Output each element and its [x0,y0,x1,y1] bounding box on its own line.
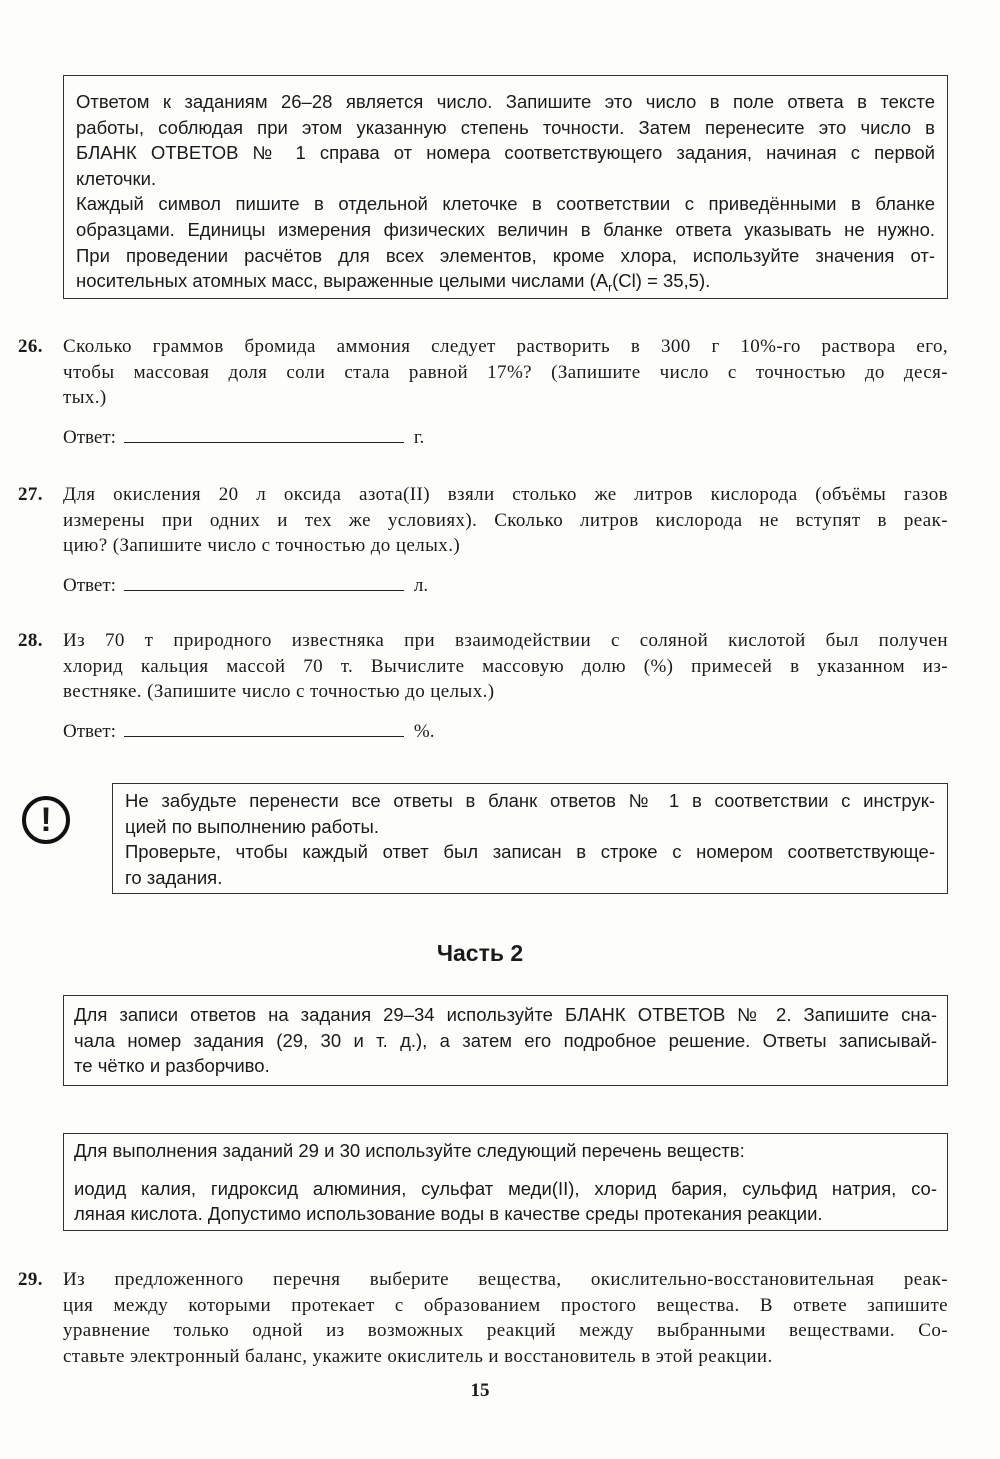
answer-row [63,718,434,743]
text-line: Из 70 т природного известняка при взаимодействии с соляной кислотой был получен [63,630,948,651]
substances-title: Для выполнения заданий 29 и 30 используйте следующий перечень веществ: [74,1140,745,1161]
text-line: БЛАНК ОТВЕТОВ № 1 справа от номера соответствующего задания, начиная с первой [76,142,935,164]
text-line: иодид калия, гидроксид алюминия, сульфат меди(II), хлорид бария, сульфид натрия, со- [74,1177,937,1199]
part2-instructions-box [63,995,948,1086]
answer-unit: %. [413,721,435,742]
answer-row [63,424,424,449]
text-line: Не забудьте перенести все ответы в бланк ответов № 1 в соответствии с инструк- [125,790,935,811]
part-2-heading: Часть 2 [436,940,524,966]
question-28 [18,628,948,705]
text-line: го задания. [125,866,223,888]
answer-row [63,572,428,597]
exclamation-circle-icon: ! [22,796,70,844]
text-line: клеточки. [76,167,157,189]
answer-field[interactable] [124,424,404,443]
answer-field[interactable] [124,718,404,737]
question-number: 26. [18,336,43,357]
substances-box [63,1133,948,1231]
question-26 [18,334,948,411]
text-line: Для окисления 20 л оксида азота(II) взяли столько же литров кислорода (объёмы газов [63,484,948,505]
text-line: Для записи ответов на задания 29–34 используйте БЛАНК ОТВЕТОВ № 2. Запишите сна- [74,1004,937,1025]
answer-field[interactable] [124,572,404,591]
question-number: 27. [18,484,43,505]
text-line: работы, соблюдая при этом указанную степень точности. Затем перенесите это число в [76,116,935,138]
text-line: тых.) [63,387,107,409]
instructions-box [63,75,948,299]
text-line: вестняке. (Запишите число с точностью до целых.) [63,681,495,703]
text-line: ция между которыми протекает с образованием простого вещества. В ответе запишите [63,1294,948,1316]
text-line: ставьте электронный баланс, укажите окислитель и восстановитель в этой реакции. [63,1345,773,1367]
text-line: образцами. Единицы измерения физических величин в бланке ответа указывать не нужно. [76,218,935,240]
text-line: хлорид кальция массой 70 т. Вычислите массовую долю (%) примесей в указанном из- [63,655,948,677]
text-line: Каждый символ пишите в отдельной клеточке в соответствии с приведёнными в бланке [76,193,935,215]
text-line: чала номер задания (29, 30 и т. д.), а затем его подробное решение. Ответы записывай- [74,1029,937,1051]
text-line: цию? (Запишите число с точностью до целых.) [63,535,461,557]
reminder-box [112,783,948,894]
text-line: Ответом к заданиям 26–28 является число. Запишите это число в поле ответа в тексте [76,91,935,112]
text-line: Сколько граммов бромида аммония следует растворить в 300 г 10%-го раствора его, [63,336,948,357]
answer-unit: л. [413,575,429,596]
page-number: 15 [470,1380,490,1401]
question-29 [18,1267,948,1369]
text-line: носительных атомных масс, выраженные целыми числами $(A_r(Cl) = 35,5)$. [76,270,711,295]
answer-label: Ответ: [63,427,116,448]
text-line: уравнение только одной из возможных реакций между выбранными веществами. Со- [63,1320,948,1342]
question-27 [18,482,948,559]
text-line: Из предложенного перечня выберите вещества, окислительно-восстановительная реак- [63,1269,948,1290]
question-number: 29. [18,1269,43,1290]
text-line: измерены при одних и тех же условиях). Сколько литров кислорода не вступят в реак- [63,509,948,531]
answer-label: Ответ: [63,721,116,742]
text-line: ляная кислота. Допустимо использование воды в качестве среды протекания реакции. [74,1203,823,1225]
text-line: Проверьте, чтобы каждый ответ был записан в строке с номером соответствующе- [125,841,935,863]
text-line: цией по выполнению работы. [125,815,379,837]
text-line: чтобы массовая доля соли стала равной 17%? (Запишите число с точностью до деся- [63,361,948,383]
text-line: При проведении расчётов для всех элементов, кроме хлора, используйте значения от- [76,244,935,266]
answer-unit: г. [413,427,425,448]
answer-label: Ответ: [63,575,116,596]
text-line: те чётко и разборчиво. [74,1055,270,1077]
question-number: 28. [18,630,43,651]
